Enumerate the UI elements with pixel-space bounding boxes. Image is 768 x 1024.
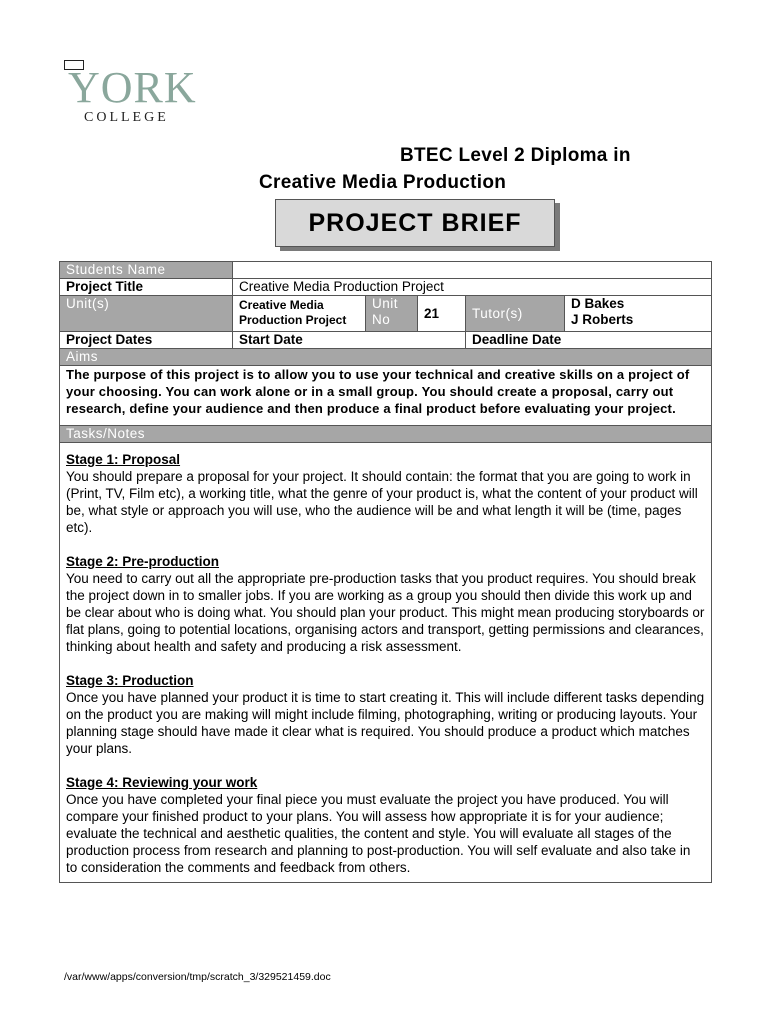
course-title-line1: BTEC Level 2 Diploma in xyxy=(400,145,631,166)
students-name-field[interactable] xyxy=(233,262,712,279)
project-title-label: Project Title xyxy=(60,279,233,296)
project-brief-heading: PROJECT BRIEF xyxy=(275,199,555,247)
units-value: Creative Media Production Project xyxy=(233,296,366,332)
course-title-line2: Creative Media Production xyxy=(259,172,507,193)
tutors-label: Tutor(s) xyxy=(466,296,565,332)
logo-subtitle: COLLEGE xyxy=(84,110,169,125)
file-path-footer: /var/www/apps/conversion/tmp/scratch_3/329521459.doc xyxy=(64,971,331,983)
unit-no-value: 21 xyxy=(418,296,466,332)
stage-body: You need to carry out all the appropriate pre-production tasks that you product requires. You should break the project down in to smaller jobs. If you are working as a group you should then divide this work up and be clear about who is doing what. You should plan your product. This might mean producing storyboards or flat plans, going to potential locations, organising actors and transport, getting permissions and clearances, thinking about health and safety and producing a risk assessment. xyxy=(66,571,705,654)
tutor-name: D Bakes xyxy=(571,296,625,311)
units-label: Unit(s) xyxy=(60,296,233,332)
tasks-notes-content xyxy=(60,443,712,883)
project-title-value: Creative Media Production Project xyxy=(233,279,712,296)
stage-heading: Stage 2: Pre-production xyxy=(66,554,220,569)
unit-no-label: Unit No xyxy=(366,296,418,332)
stage-heading: Stage 3: Production xyxy=(66,673,194,688)
stage-body: Once you have planned your product it is time to start creating it. This will include different tasks depending on the product you are making will might include filming, photographing, writing or producing layouts. Your planning stage should have made it clear what is required. You should produce a product which matches your plans. xyxy=(66,690,705,756)
stage-body: Once you have completed your final piece you must evaluate the project you have produced. You will compare your finished product to your plans. You will assess how appropriate it is for your audience; evaluate the technical and aesthetic qualities, the content and style. You will evaluate all stages of the production process from research and planning to post-production. You will self evaluate and also take in to consideration the comments and feedback from others. xyxy=(66,792,691,875)
stage-body: You should prepare a proposal for your project. It should contain: the format that you are going to work in (Print, TV, Film etc), a working title, what the genre of your product is, what the content of your product will be, what style or approach you will use, who the audience will be and what length it will be (time, pages etc). xyxy=(66,469,698,535)
tasks-notes-label: Tasks/Notes xyxy=(60,426,712,443)
project-dates-label: Project Dates xyxy=(60,332,233,349)
aims-text: The purpose of this project is to allow you to use your technical and creative skills on a project of your choosing. You can work alone or in a small group. You should create a proposal, carry out research, define your audience and then produce a final product before evaluating your project. xyxy=(60,366,712,426)
stage-heading: Stage 1: Proposal xyxy=(66,452,181,467)
york-college-logo xyxy=(64,60,199,130)
start-date-label: Start Date xyxy=(233,332,466,349)
stage-heading: Stage 4: Reviewing your work xyxy=(66,775,258,790)
students-name-label: Students Name xyxy=(60,262,233,279)
project-brief-table xyxy=(59,261,712,883)
logo-wordmark: YORK xyxy=(68,63,197,112)
tutor-name: J Roberts xyxy=(571,312,634,327)
tutors-value xyxy=(565,296,712,332)
deadline-date-label: Deadline Date xyxy=(466,332,712,349)
aims-label: Aims xyxy=(60,349,712,366)
